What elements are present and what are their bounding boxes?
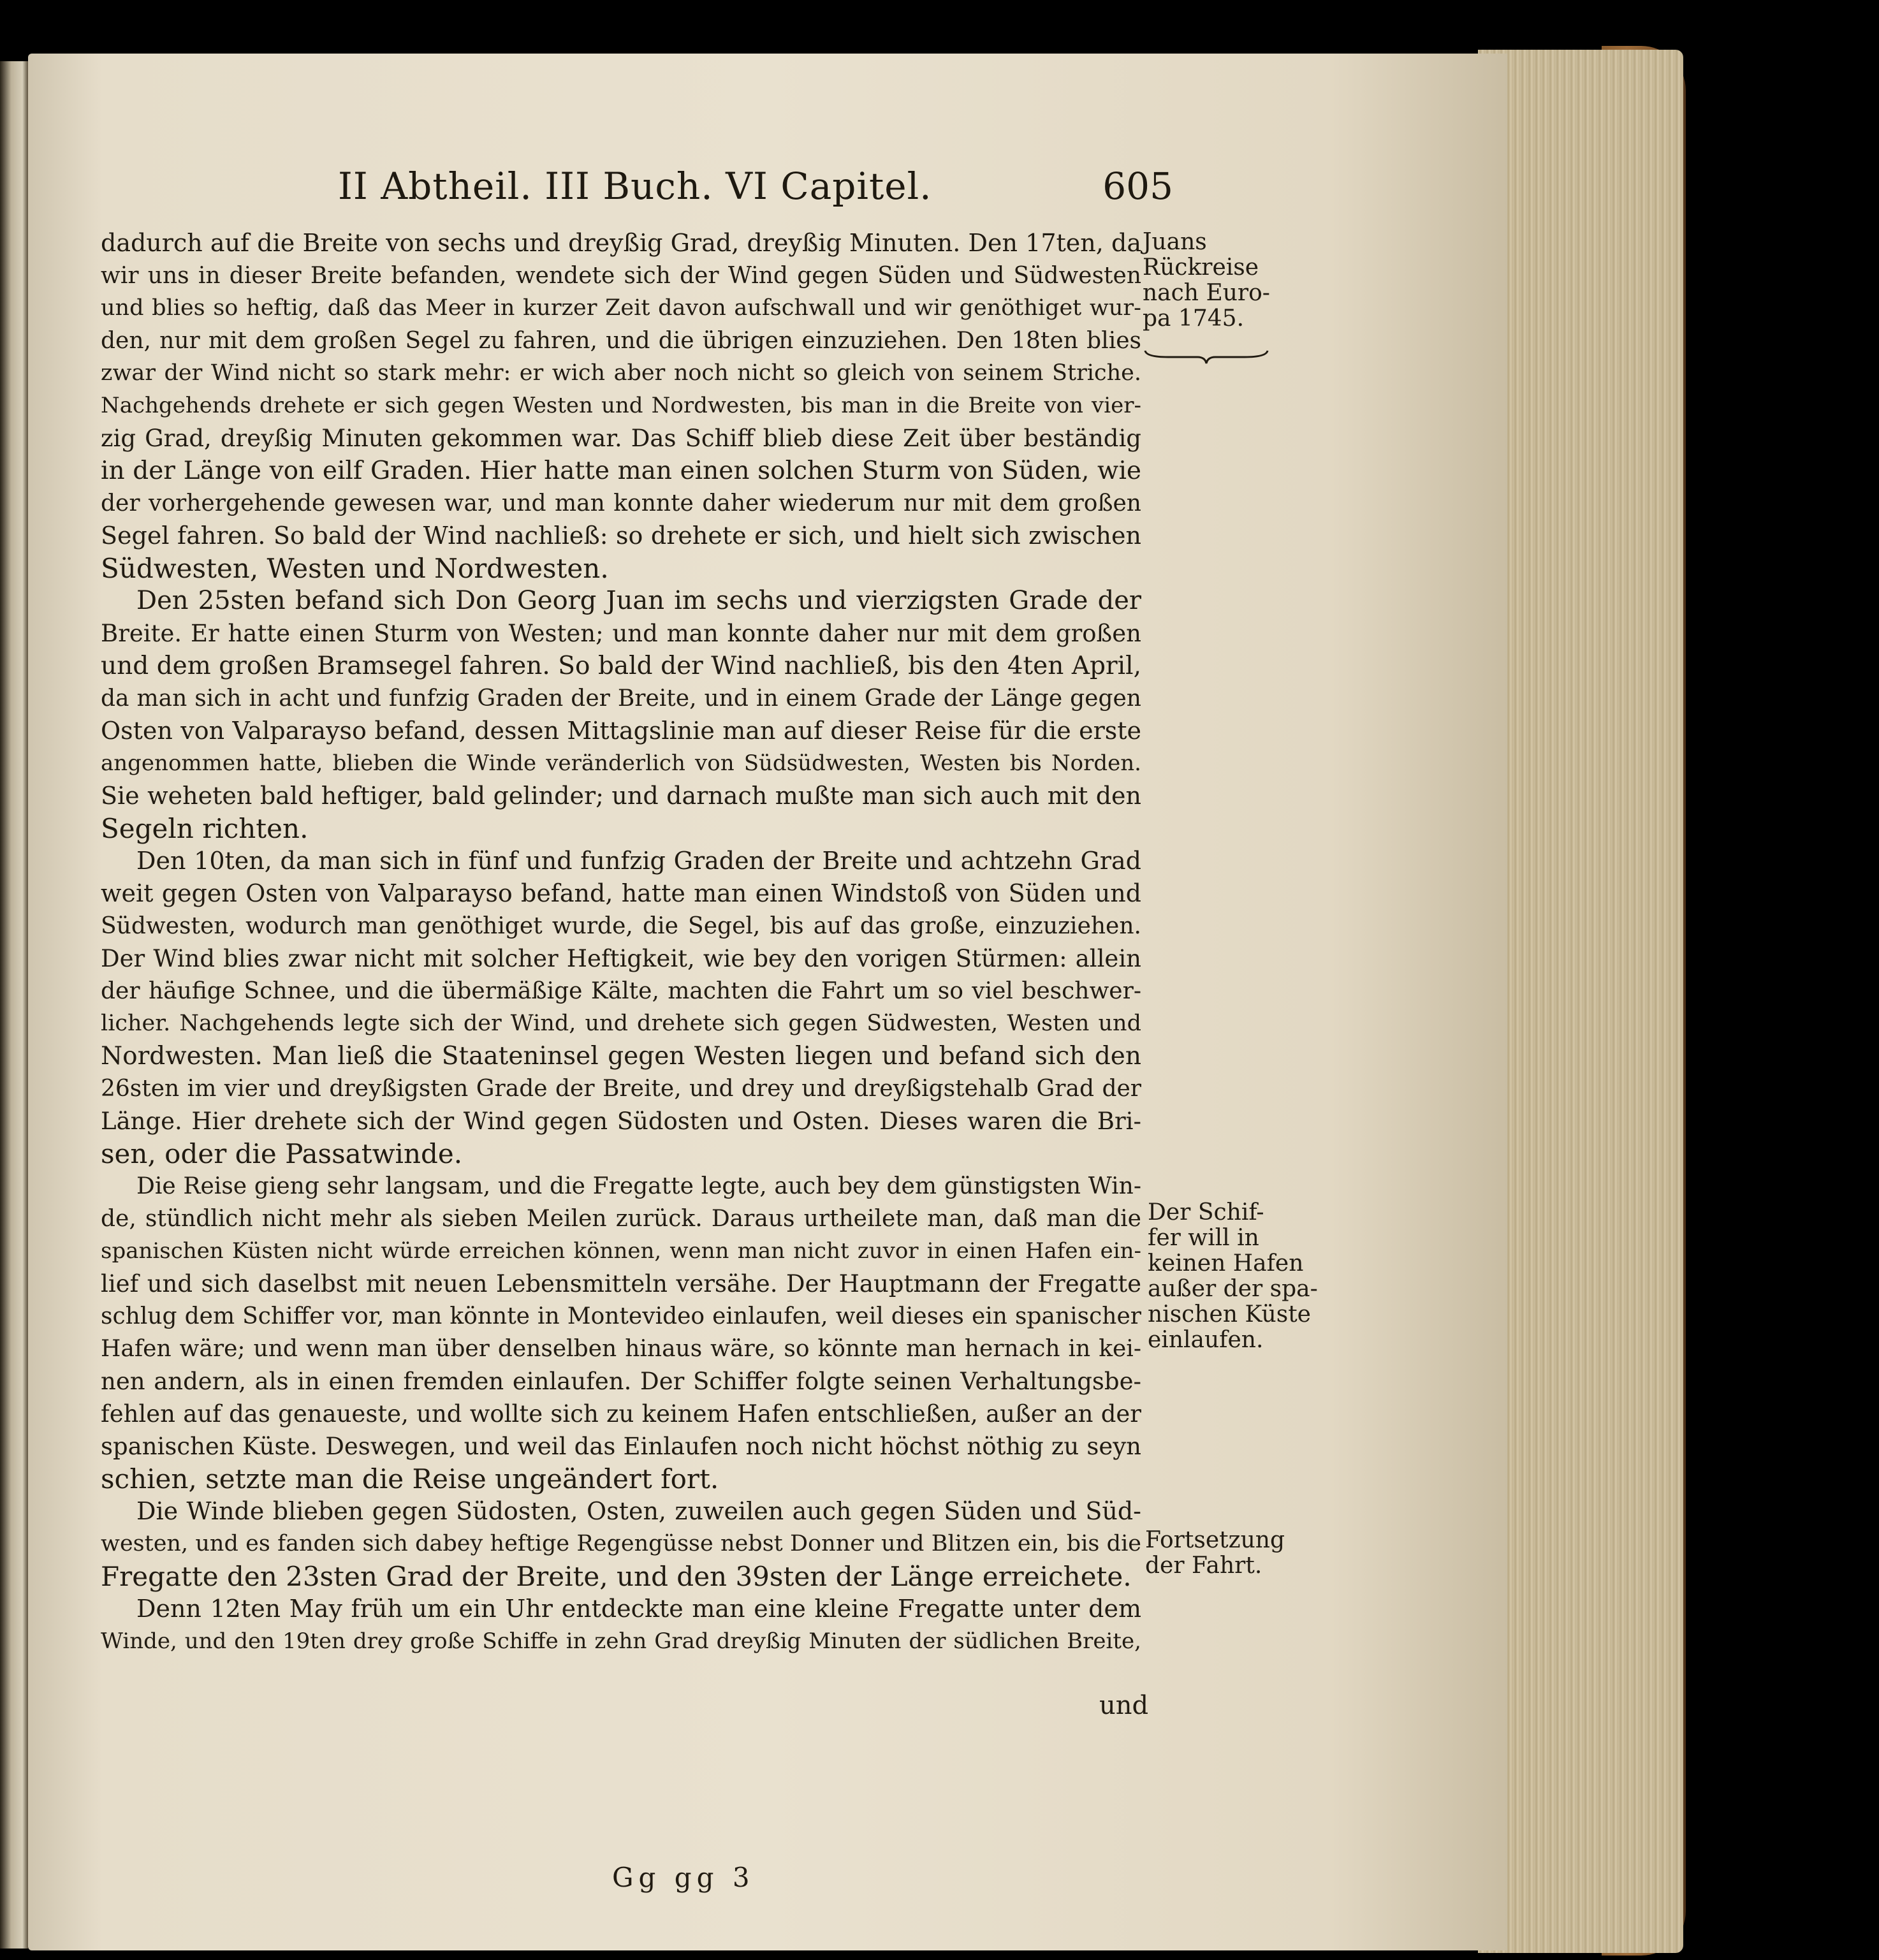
sidenote-line: Juans <box>1143 229 1207 255</box>
text-line: Segeln richten. <box>101 813 309 844</box>
running-head <box>338 165 1173 216</box>
sidenote-line: der Fahrt. <box>1145 1553 1262 1579</box>
running-head-title: II Abtheil. III Buch. VI Capitel. <box>338 165 932 208</box>
text-line: de, stündlich nicht mehr als sieben Meilen zurück. Daraus urtheilete man, daß man die <box>101 1206 1141 1232</box>
text-line: Nachgehends drehete er sich gegen Westen und Nordwesten, bis man in die Breite von vier- <box>101 393 1141 418</box>
signature-mark: Gg gg 3 <box>612 1862 755 1893</box>
text-line: dadurch auf die Breite von sechs und dreyßig Grad, dreyßig Minuten. Den 17ten, da <box>101 229 1141 257</box>
text-line: schlug dem Schiffer vor, man könnte in Montevideo einlaufen, weil dieses ein spanischer <box>101 1303 1141 1329</box>
text-line: Länge. Hier drehete sich der Wind gegen Südosten und Osten. Dieses waren die Bri- <box>101 1108 1141 1135</box>
text-line: da man sich in acht und funfzig Graden der Breite, und in einem Grade der Länge gegen <box>101 685 1141 712</box>
text-line: spanischen Küste. Deswegen, und weil das Einlaufen noch nicht höchst nöthig zu seyn <box>101 1433 1141 1460</box>
text-line: sen, oder die Passatwinde. <box>101 1138 463 1169</box>
text-line: weit gegen Osten von Valparayso befand, hatte man einen Windstoß von Süden und <box>101 879 1141 907</box>
sidenote-line: Fortsetzung <box>1145 1527 1285 1553</box>
facing-page-edge <box>0 61 28 1949</box>
text-line: Hafen wäre; und wenn man über denselben hinaus wäre, so könnte man hernach in kei- <box>101 1336 1141 1362</box>
text-line: schien, setzte man die Reise ungeändert fort. <box>101 1463 719 1495</box>
body-text <box>101 227 1141 1658</box>
text-line: den, nur mit dem großen Segel zu fahren, und die übrigen einzuziehen. Den 18ten blies <box>101 328 1141 354</box>
sidenote-line: keinen Hafen <box>1148 1250 1304 1276</box>
sidenote-line: außer der spa- <box>1148 1276 1318 1302</box>
sidenote-line: nischen Küste <box>1148 1301 1311 1327</box>
text-line: spanischen Küsten nicht würde erreichen können, wenn man nicht zuvor in einen Hafen ein- <box>101 1238 1141 1264</box>
text-line: Denn 12ten May früh um ein Uhr entdeckte man eine kleine Fregatte unter dem <box>136 1595 1141 1623</box>
text-line: westen, und es fanden sich dabey heftige Regengüsse nebst Donner und Blitzen ein, bis die <box>101 1531 1141 1556</box>
text-line: Den 25sten befand sich Don Georg Juan im sechs und vierzigsten Grade der <box>136 586 1141 615</box>
text-line: der häufige Schnee, und die übermäßige Kälte, machten die Fahrt um so viel beschwer- <box>101 978 1141 1004</box>
text-line: zwar der Wind nicht so stark mehr: er wich aber noch nicht so gleich von seinem Striche. <box>101 360 1141 386</box>
text-line: fehlen auf das genaueste, und wollte sich zu keinem Hafen entschließen, außer an der <box>101 1400 1141 1428</box>
text-line: Den 10ten, da man sich in fünf und funfzig Graden der Breite und achtzehn Grad <box>136 847 1141 875</box>
text-line: licher. Nachgehends legte sich der Wind, und drehete sich gegen Südwesten, Westen und <box>101 1011 1141 1036</box>
text-line: Nordwesten. Man ließ die Staateninsel gegen Westen liegen und befand sich den <box>101 1042 1141 1071</box>
sidenote-line: einlaufen. <box>1148 1327 1264 1353</box>
text-line: in der Länge von eilf Graden. Hier hatte man einen solchen Sturm von Süden, wie <box>101 457 1141 485</box>
text-line: lief und sich daselbst mit neuen Lebensmitteln versähe. Der Hauptmann der Fregatte <box>101 1270 1141 1298</box>
text-line: nen andern, als in einen fremden einlaufen. Der Schiffer folgte seinen Verhaltungsbe- <box>101 1368 1141 1395</box>
text-line: Winde, und den 19ten drey große Schiffe in zehn Grad dreyßig Minuten der südlichen Breite, <box>101 1628 1141 1654</box>
text-line: Fregatte den 23sten Grad der Breite, und den 39sten der Länge erreichete. <box>101 1561 1132 1592</box>
text-line: Sie weheten bald heftiger, bald gelinder; und darnach mußte man sich auch mit den <box>101 782 1141 810</box>
sidenote-line: fer will in <box>1148 1225 1259 1251</box>
text-line: Osten von Valparayso befand, dessen Mittagslinie man auf dieser Reise für die erste <box>101 717 1141 745</box>
catchword: und <box>1099 1691 1149 1720</box>
text-line: Südwesten, wodurch man genöthiget wurde, die Segel, bis auf das große, einzuziehen. <box>101 913 1141 939</box>
sidenote-line: Der Schif- <box>1148 1199 1264 1225</box>
text-line: Die Reise gieng sehr langsam, und die Fregatte legte, auch bey dem günstigsten Win- <box>136 1173 1141 1199</box>
text-line: und blies so heftig, daß das Meer in kurzer Zeit davon aufschwall und wir genöthiget wur- <box>101 295 1141 321</box>
sidenote-return-journey <box>1143 230 1276 332</box>
sidenote-line: Rückreise <box>1143 254 1259 281</box>
text-line: angenommen hatte, blieben die Winde veränderlich von Südsüdwesten, Westen bis Norden. <box>101 750 1141 776</box>
sidenote-continuation <box>1145 1528 1285 1579</box>
page-edges <box>1478 50 1683 1953</box>
sidenote-skipper <box>1148 1199 1318 1353</box>
sidenote-brace <box>1143 348 1270 365</box>
text-line: Die Winde blieben gegen Südosten, Osten, zuweilen auch gegen Süden und Süd- <box>136 1497 1141 1525</box>
text-line: zig Grad, dreyßig Minuten gekommen war. Das Schiff blieb diese Zeit über beständig <box>101 425 1141 452</box>
text-line: der vorhergehende gewesen war, und man konnte daher wiederum nur mit dem großen <box>101 490 1141 516</box>
sidenote-line: nach Euro- <box>1143 280 1270 306</box>
text-line: 26sten im vier und dreyßigsten Grade der Breite, und drey und dreyßigstehalb Grad der <box>101 1076 1141 1102</box>
text-line: und dem großen Bramsegel fahren. So bald der Wind nachließ, bis den 4ten April, <box>101 652 1141 680</box>
text-line: Südwesten, Westen und Nordwesten. <box>101 553 609 584</box>
text-line: Der Wind blies zwar nicht mit solcher Heftigkeit, wie bey den vorigen Stürmen: allein <box>101 945 1141 972</box>
text-line: Breite. Er hatte einen Sturm von Westen; und man konnte daher nur mit dem großen <box>101 620 1141 647</box>
page-number: 605 <box>1102 165 1173 208</box>
sidenote-line: pa 1745. <box>1143 305 1245 332</box>
text-line: Segel fahren. So bald der Wind nachließ: so drehete er sich, und hielt sich zwischen <box>101 522 1141 550</box>
text-line: wir uns in dieser Breite befanden, wendete sich der Wind gegen Süden und Südwesten <box>101 263 1141 289</box>
